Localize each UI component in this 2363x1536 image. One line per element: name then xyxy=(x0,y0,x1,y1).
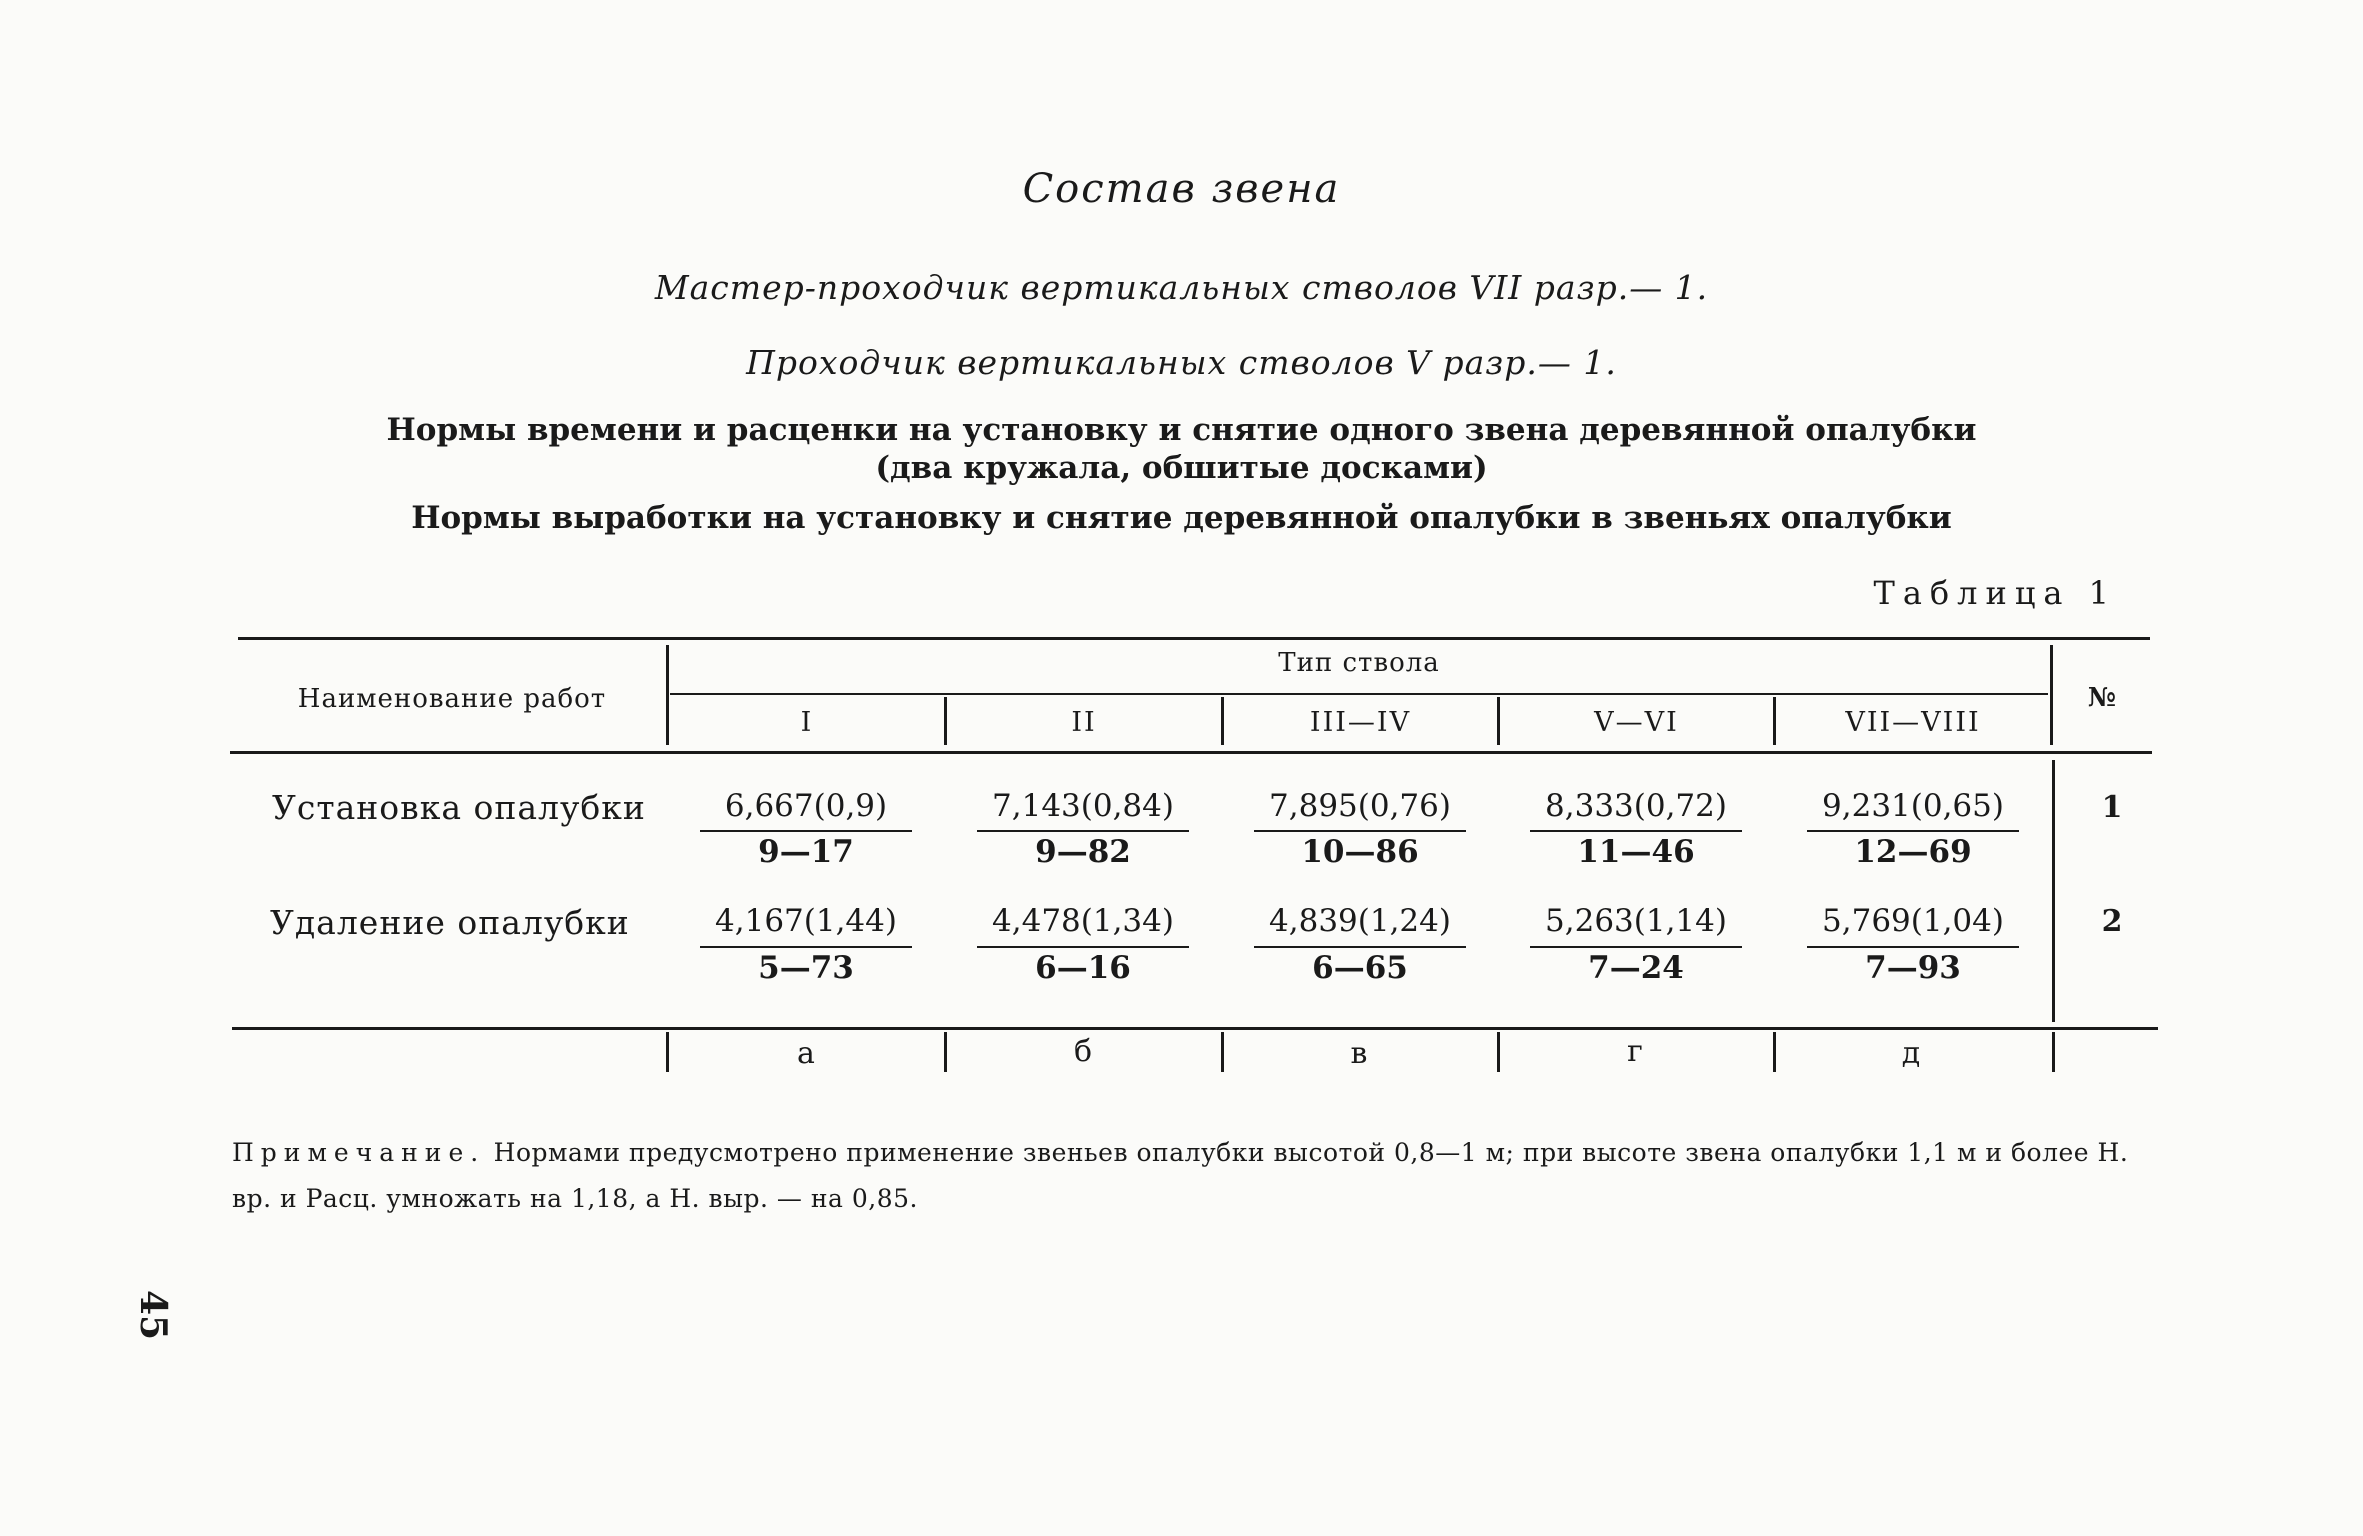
cell-norm: 4,167(1,44) xyxy=(715,903,897,939)
table-title-line1: Нормы времени и расценки на установку и снятие одного звена деревянной опалубки xyxy=(386,412,1977,448)
header-bottom-rule xyxy=(230,751,2152,754)
table-title-output-norms: Нормы выработки на установку и снятие деревянной опалубки в звеньях опалубки xyxy=(411,500,1952,536)
cell-fraction-bar xyxy=(1530,946,1742,948)
cell-rate: 9—17 xyxy=(758,834,854,870)
cell-fraction-bar xyxy=(1254,830,1466,832)
cell-rate: 6—65 xyxy=(1312,950,1408,986)
column-letter: в xyxy=(1350,1036,1368,1071)
cell-rate: 10—86 xyxy=(1301,834,1419,870)
cell-norm: 6,667(0,9) xyxy=(724,788,888,824)
cell-fraction-bar xyxy=(700,946,912,948)
section-heading: Состав звена xyxy=(1022,166,1341,212)
table-note xyxy=(232,1130,2162,1222)
row-number: 1 xyxy=(2101,790,2123,825)
cell-norm: 4,839(1,24) xyxy=(1269,903,1451,939)
col-type-1: I xyxy=(800,707,814,738)
footer-vline xyxy=(666,1032,669,1072)
cell-fraction-bar xyxy=(1254,946,1466,948)
footer-vline xyxy=(1773,1032,1776,1072)
cell-norm: 7,143(0,84) xyxy=(992,788,1174,824)
cell-rate: 7—93 xyxy=(1865,950,1961,986)
cell-fraction-bar xyxy=(1530,830,1742,832)
cell-norm: 4,478(1,34) xyxy=(992,903,1174,939)
header-vline xyxy=(2050,645,2053,745)
footer-vline xyxy=(944,1032,947,1072)
note-lead: Примечание. xyxy=(232,1138,486,1167)
cell-rate: 7—24 xyxy=(1588,950,1684,986)
header-vline xyxy=(666,645,669,745)
header-number: № xyxy=(2087,683,2118,713)
footer-vline xyxy=(2052,1032,2055,1072)
column-letter: б xyxy=(1073,1034,1093,1069)
table-title-time-norms xyxy=(0,411,2363,487)
col-type-2: II xyxy=(1071,707,1097,738)
cell-rate: 6—16 xyxy=(1035,950,1131,986)
cell-rate: 9—82 xyxy=(1035,834,1131,870)
col-type-3: III—IV xyxy=(1309,707,1412,738)
page-number: 45 xyxy=(132,1290,174,1341)
crew-line-master: Мастер-проходчик вертикальных стволов VII разр.— 1. xyxy=(654,268,1709,307)
row-number: 2 xyxy=(2101,904,2123,939)
cell-norm: 9,231(0,65) xyxy=(1822,788,2004,824)
col-type-4: V—VI xyxy=(1594,707,1679,738)
table-title-line2: (два кружала, обшитые досками) xyxy=(875,450,1488,486)
crew-line-worker: Проходчик вертикальных стволов V разр.— 1. xyxy=(746,343,1617,382)
note-text: Нормами предусмотрено применение звеньев опалубки высотой 0,8—1 м; при высоте звена опалубки 1,1 м и более Н. вр. и Расц. умножать на 1,18, а Н. выр. — на 0,85. xyxy=(232,1138,2129,1213)
cell-norm: 8,333(0,72) xyxy=(1545,788,1727,824)
cell-norm: 5,769(1,04) xyxy=(1822,903,2004,939)
table-bottom-rule xyxy=(232,1027,2158,1030)
header-shaft-type: Тип ствола xyxy=(1278,648,1440,678)
cell-fraction-bar xyxy=(1807,830,2019,832)
row-work-name: Установка опалубки xyxy=(272,788,646,827)
col-type-5: VII—VIII xyxy=(1845,707,1981,738)
table-label: Таблица 1 xyxy=(1873,574,2117,612)
cell-fraction-bar xyxy=(977,946,1189,948)
column-letter: а xyxy=(797,1036,815,1071)
column-letter: г xyxy=(1627,1034,1643,1069)
cell-fraction-bar xyxy=(700,830,912,832)
column-letter: д xyxy=(1901,1036,1921,1071)
footer-vline xyxy=(1221,1032,1224,1072)
cell-rate: 11—46 xyxy=(1577,834,1695,870)
cell-norm: 5,263(1,14) xyxy=(1545,903,1727,939)
table-top-rule xyxy=(238,637,2150,640)
cell-rate: 5—73 xyxy=(758,950,854,986)
row-work-name: Удаление опалубки xyxy=(270,903,630,942)
body-vline xyxy=(2052,760,2055,1022)
footer-vline xyxy=(1497,1032,1500,1072)
header-work-name: Наименование работ xyxy=(297,684,607,714)
cell-fraction-bar xyxy=(977,830,1189,832)
cell-norm: 7,895(0,76) xyxy=(1269,788,1451,824)
cell-rate: 12—69 xyxy=(1854,834,1972,870)
cell-fraction-bar xyxy=(1807,946,2019,948)
group-header-rule xyxy=(670,693,2048,695)
